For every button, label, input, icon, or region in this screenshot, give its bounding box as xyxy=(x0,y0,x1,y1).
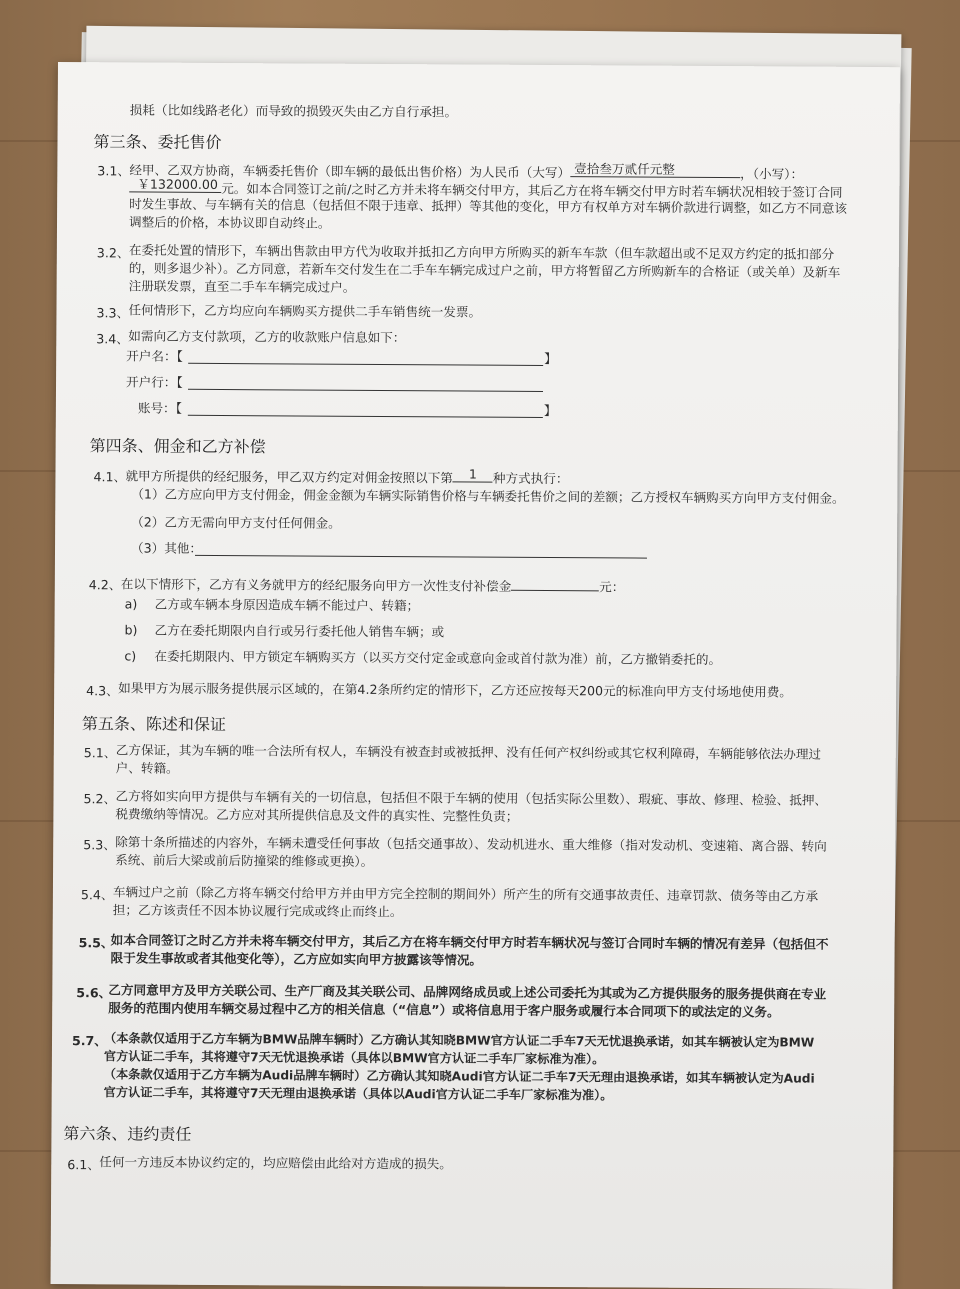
clause-5-7-line-2: 官方认证二手车，其将遵守7天无忧退换承诺（具体以BMW官方认证二手车厂家标准为准）。 xyxy=(103,1049,605,1067)
clause-5-7-line-1: （本条款仅适用于乙方车辆为BMW品牌车辆时）乙方确认其知晓BMW官方认证二手车7天无忧退换承诺，如其车辆被认定为BMW xyxy=(103,1031,815,1050)
clause-3-3-number: 3.3、 xyxy=(96,305,130,321)
clause-3-2-number: 3.2、 xyxy=(96,245,130,261)
clause-5-1-line-2: 户、转籍。 xyxy=(115,760,179,776)
top-line: 损耗（比如线路老化）而导致的损毁灭失由乙方自行承担。 xyxy=(129,102,458,120)
clause-5-5-line-2: 限于发生事故或者其他变化等），乙方应如实向甲方披露该等情况。 xyxy=(110,950,483,968)
item-c-text: 在委托期限内、甲方锁定车辆购买方（以买方交付定金或意向金或首付款为准）前，乙方撤销委托的。 xyxy=(154,648,722,668)
section-4-title: 第四条、佣金和乙方补偿 xyxy=(89,436,266,457)
clause-3-4-number: 3.4、 xyxy=(96,331,129,347)
option-3-field[interactable] xyxy=(195,541,647,559)
clause-5-2-number: 5.2、 xyxy=(83,791,117,807)
account-bank-label: 开户行：【 xyxy=(126,374,183,390)
clause-4-1-text-b: 种方式执行： xyxy=(492,470,569,487)
clause-5-4-line-2: 担；乙方该责任不因本协议履行完成或终止而终止。 xyxy=(112,902,403,920)
clause-5-6-line-1: 乙方同意甲方及甲方关联公司、生产厂商及其关联公司、品牌网络成员或上述公司委托为其或为乙方提供服务的服务提供商在专业 xyxy=(108,982,827,1002)
clause-3-2-line-3: 注册联发票，直至二手车车辆完成过户。 xyxy=(128,278,356,295)
contract-page xyxy=(51,62,900,1289)
clause-3-1-text-c: 元。如本合同签订之前/之时乙方并未将车辆交付甲方，其后乙方在将车辆交付甲方时若车辆状况相较于签订合同 xyxy=(221,180,843,200)
clause-3-1-number: 3.1、 xyxy=(97,163,131,179)
option-1: （1）乙方应向甲方支付佣金，佣金金额为车辆实际销售价格与车辆委托售价之间的差额；乙方授权车辆购买方向甲方支付佣金。 xyxy=(131,486,845,506)
clause-4-1-text-a: 就甲方所提供的经纪服务，甲乙双方约定对佣金按照以下第 xyxy=(125,468,453,486)
amount-lower-value: ￥132000.00 xyxy=(137,176,219,192)
clause-5-4-number: 5.4、 xyxy=(80,887,114,903)
clause-5-2-line-2: 税费缴纳等情况。乙方应对其所提供信息及文件的真实性、完整性负责； xyxy=(115,806,519,824)
clause-4-1-line xyxy=(125,466,568,487)
clause-5-3-line-2: 系统、前后大梁或前后防撞梁的维修或更换）。 xyxy=(115,852,374,869)
section-5-title: 第五条、陈述和保证 xyxy=(81,714,227,735)
clause-3-1-line-4: 调整后的价格，本协议即自动终止。 xyxy=(128,214,331,231)
clause-5-7-number: 5.7、 xyxy=(71,1033,107,1049)
option-2: （2）乙方无需向甲方支付任何佣金。 xyxy=(131,514,341,531)
compensation-amount-field xyxy=(511,577,599,592)
clause-4-2-text-b: 元： xyxy=(599,579,625,595)
clause-5-3-number: 5.3、 xyxy=(83,837,116,853)
commission-option-field xyxy=(453,468,493,482)
clause-5-7-line-3: （本条款仅适用于乙方车辆为Audi品牌车辆时）乙方确认其知晓Audi官方认证二手车7天无理由退换承诺，如其车辆被认定为Audi xyxy=(103,1067,815,1086)
clause-3-3-text: 任何情形下，乙方均应向车辆购买方提供二手车销售统一发票。 xyxy=(128,302,482,320)
clause-4-2-line xyxy=(121,574,625,595)
item-a-text: 乙方或车辆本身原因造成车辆不能过户、转籍； xyxy=(154,596,420,614)
clause-3-1-line-3: 时发生事故、与车辆有关的信息（包括但不限于违章、抵押）等其他的变化，甲方有权单方对车辆价款进行调整，如乙方不同意该 xyxy=(129,196,848,216)
amount-lower-field xyxy=(129,178,221,193)
clause-5-5-line-1: 如本合同签订之时乙方并未将车辆交付甲方，其后乙方在将车辆交付甲方时若车辆状况与签订合同时车辆的情况有差异（包括但不 xyxy=(110,932,829,952)
clause-5-3-line-1: 除第十条所描述的内容外，车辆未遭受任何事故（包括交通事故）、发动机进水、重大维修（指对发动机、变速箱、离合器、转向 xyxy=(115,834,827,854)
account-name-label: 开户名：【 xyxy=(126,348,183,364)
clause-5-4-line-1: 车辆过户之前（除乙方将车辆交付给甲方并由甲方完全控制的期间外）所产生的所有交通事故责任、违章罚款、债务等由乙方承 xyxy=(112,884,819,904)
clause-6-1-number: 6.1、 xyxy=(67,1157,100,1173)
clause-4-3-text: 如果甲方为展示服务提供展示区域的，在第4.2条所约定的情形下，乙方还应按每天200元的标准向甲方支付场地使用费。 xyxy=(118,680,792,700)
clause-4-2-number: 4.2、 xyxy=(88,577,122,593)
section-6-title: 第六条、违约责任 xyxy=(63,1124,192,1144)
clause-6-1-text: 任何一方违反本协议约定的，均应赔偿由此给对方造成的损失。 xyxy=(99,1154,452,1172)
clause-4-1-number: 4.1、 xyxy=(93,469,127,485)
clause-3-1-text-b: ，（小写）： xyxy=(740,166,804,182)
amount-upper-value: 壹拾叁万贰仟元整 xyxy=(574,161,675,177)
account-number-bracket: 】 xyxy=(543,402,557,419)
item-b-label: b) xyxy=(124,622,138,638)
clause-3-1-text-a: 经甲、乙双方协商，车辆委托售价（即车辆的最低出售价格）为人民币（大写） xyxy=(129,162,571,181)
item-b-text: 乙方在委托期限内自行或另行委托他人销售车辆；或 xyxy=(154,622,445,640)
clause-5-7-line-4: 官方认证二手车，其将遵守7天无理由退换承诺（具体以Audi官方认证二手车厂家标准为准）。 xyxy=(103,1085,613,1103)
clause-3-2-line-1: 在委托处置的情形下，车辆出售款由甲方代为收取并抵扣乙方向甲方所购买的新车车款（但车款超出或不足双方约定的抵扣部分 xyxy=(128,242,835,262)
item-c-label: c) xyxy=(124,648,137,664)
account-number-field[interactable] xyxy=(188,401,543,418)
section-3-title: 第三条、委托售价 xyxy=(93,132,222,153)
account-name-bracket: 】 xyxy=(544,350,557,367)
commission-option-value: 1 xyxy=(468,466,477,482)
option-3-label: （3）其他： xyxy=(130,540,203,556)
clause-5-5-number: 5.5、 xyxy=(78,935,114,951)
clause-5-6-number: 5.6、 xyxy=(76,985,112,1001)
clause-3-4-text: 如需向乙方支付款项，乙方的收款账户信息如下： xyxy=(128,328,406,346)
amount-upper-field xyxy=(570,163,740,178)
clause-5-2-line-1: 乙方将如实向甲方提供与车辆有关的一切信息，包括但不限于车辆的使用（包括实际公里数）、瑕疵、事故、修理、检验、抵押、 xyxy=(115,788,828,808)
account-number-label: 账号：【 xyxy=(137,400,183,416)
item-a-label: a) xyxy=(124,596,138,612)
clause-5-1-number: 5.1、 xyxy=(83,745,117,761)
account-bank-field[interactable] xyxy=(188,375,543,392)
clause-3-2-line-2: 的，则多退少补）。乙方同意，若新车交付发生在二手车车辆完成过户之前，甲方将暂留乙方所购新车的合格证（或关单）及新车 xyxy=(128,260,841,280)
clause-5-1-line-1: 乙方保证，其为车辆的唯一合法所有权人，车辆没有被查封或被抵押、没有任何产权纠纷或其它权利障碍，车辆能够依法办理过 xyxy=(115,742,822,762)
clause-4-3-number: 4.3、 xyxy=(86,683,119,699)
clause-4-2-text-a: 在以下情形下，乙方有义务就甲方的经纪服务向甲方一次性支付补偿金 xyxy=(120,576,512,594)
clause-5-6-line-2: 服务的范围内使用车辆交易过程中乙方的相关信息（“信息”）或将信息用于客户服务或履行本合同项下的或法定的义务。 xyxy=(108,1000,780,1020)
account-name-field[interactable] xyxy=(188,349,543,366)
